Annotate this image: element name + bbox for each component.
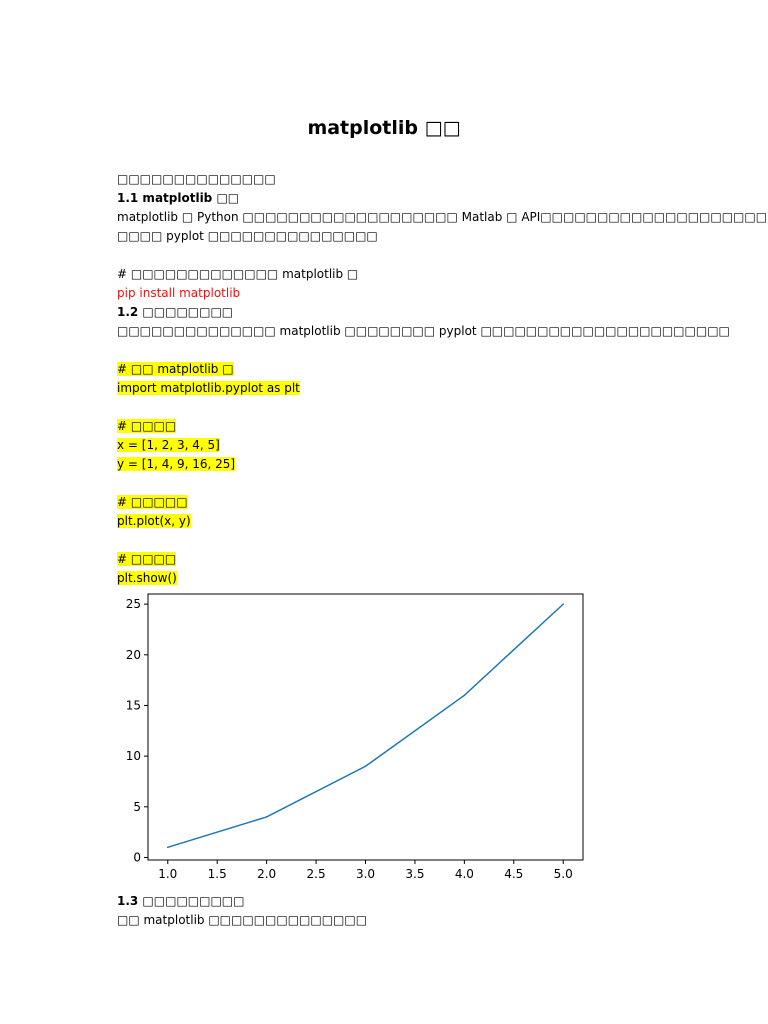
plot-area-frame [148,594,583,860]
code-line-comment-import [117,360,234,378]
install-command: pip install matplotlib [117,286,241,300]
x-tick-label: 5.0 [553,867,573,881]
y-tick-label: 25 [125,597,141,612]
intro-text: □□□□□□□□□□□□□□ [117,172,276,186]
x-tick-label: 4.5 [504,867,524,881]
y-tick-label: 15 [125,698,141,713]
y-tick-label: 0 [133,850,141,865]
code-highlight: y = [1, 4, 9, 16, 25] [117,457,236,471]
data-point [464,695,466,697]
data-point [365,765,367,767]
code-highlight: # □□□□□ [117,495,188,509]
data-point [562,603,564,605]
code-line-comment-data [117,417,176,435]
code-highlight: # □□□□ [117,419,177,433]
y-tick-label: 20 [125,647,141,662]
y-tick-label: 5 [133,799,141,814]
y-tick-label: 10 [125,749,141,764]
x-tick-label: 2.0 [257,867,277,881]
code-highlight: # □□□□ [117,552,177,566]
section-1-1-paragraph-line-1: matplotlib □ Python □□□□□□□□□□□□□□□□□□□ Matlab □ API□□□□□□□□□□□□□□□□□□□□ [117,210,768,224]
section-1-3-heading: 1.3 □□□□□□□□□ [117,894,245,908]
install-comment: # □□□□□□□□□□□□□ matplotlib □ [117,267,359,281]
x-tick-label: 2.5 [306,867,326,881]
code-highlight: plt.show() [117,571,177,585]
code-line-y [117,455,235,473]
section-1-2-paragraph: □□□□□□□□□□□□□□ matplotlib □□□□□□□□ pyplot □□□□□□□□□□□□□□□□□□□□□□ [117,324,730,338]
code-highlight: x = [1, 2, 3, 4, 5] [117,438,220,452]
section-1-1-paragraph-line-2: □□□□ pyplot □□□□□□□□□□□□□□□ [117,229,378,243]
code-line-import [117,379,300,397]
section-1-1-heading: 1.1 matplotlib □□ [117,191,240,205]
section-1-2-heading: 1.2 □□□□□□□□ [117,305,234,319]
code-line-comment-plot [117,493,188,511]
x-tick-label: 3.5 [405,867,425,881]
x-tick-label: 4.0 [454,867,474,881]
data-point [266,816,268,818]
code-highlight: import matplotlib.pyplot as plt [117,381,300,395]
code-highlight: plt.plot(x, y) [117,514,191,528]
x-tick-label: 3.0 [355,867,376,881]
x-tick-label: 1.5 [207,867,227,881]
data-point [167,847,169,849]
x-tick-label: 1.0 [158,867,178,881]
code-line-x [117,436,220,454]
document-title: matplotlib □□ [307,117,461,139]
code-highlight: # □□ matplotlib □ [117,362,234,376]
code-line-plot [117,512,191,530]
code-line-show [117,569,177,587]
line-chart [110,592,590,888]
series-line [168,604,563,847]
code-line-comment-show [117,550,176,568]
section-1-3-paragraph: □□ matplotlib □□□□□□□□□□□□□□ [117,913,368,927]
